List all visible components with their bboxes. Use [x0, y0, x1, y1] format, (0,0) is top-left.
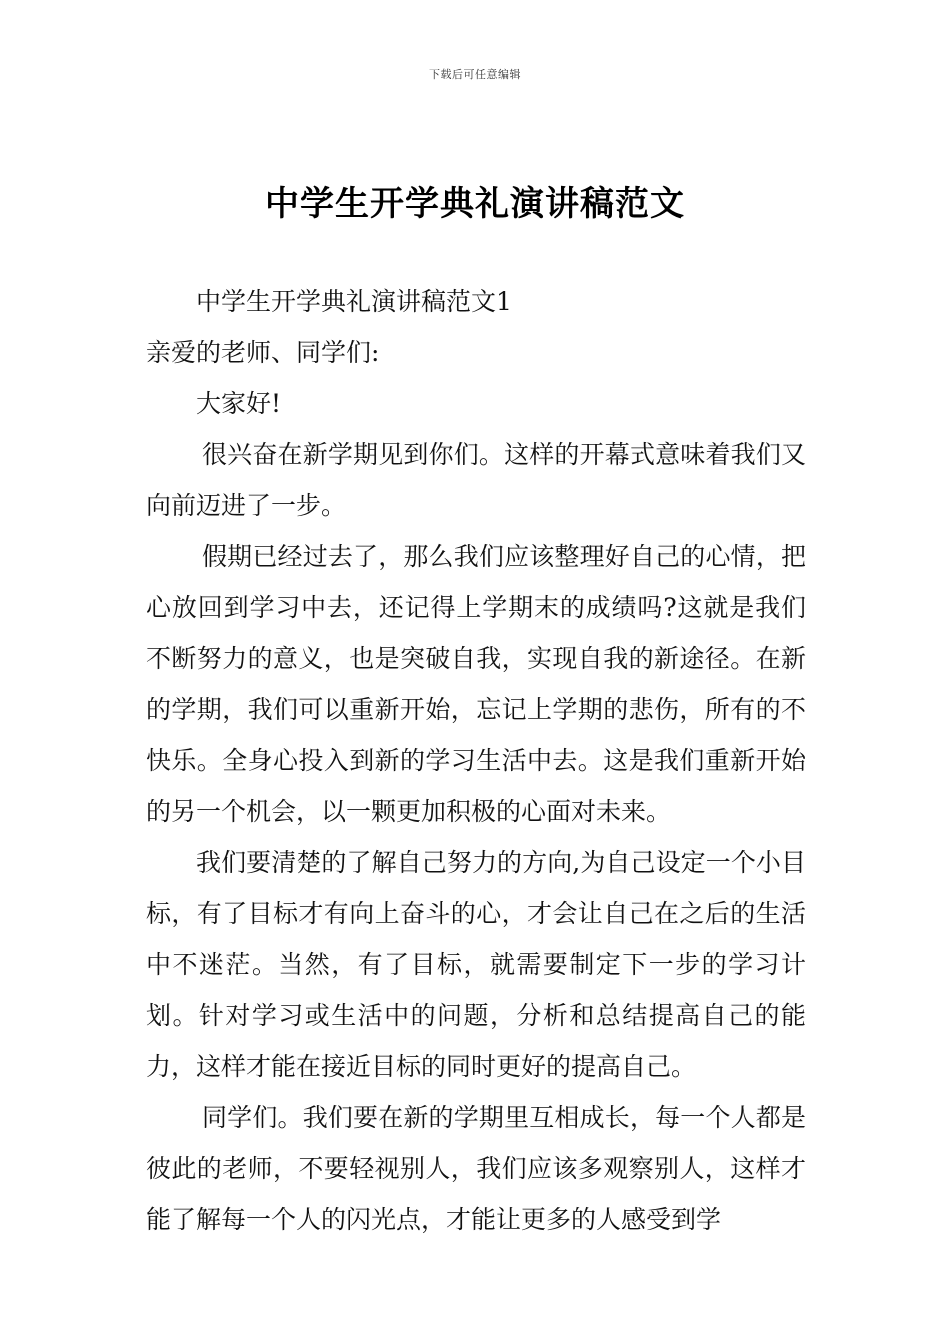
header-note: 下载后可任意编辑 [429, 68, 521, 81]
section-heading: 中学生开学典礼演讲稿范文1 [196, 287, 512, 316]
paragraph: 同学们。我们要在新的学期里互相成长，每一个人都是彼此的老师，不要轻视别人，我们应该多观察别人，这样才能了解每一个人的闪光点，才能让更多的人感受到学 [146, 1103, 806, 1234]
paragraph: 假期已经过去了，那么我们应该整理好自己的心情，把心放回到学习中去，还记得上学期末的成绩吗?这就是我们不断努力的意义，也是突破自我，实现自我的新途径。在新的学期，我们可以重新开始，忘记上学期的悲伤，所有的不快乐。全身心投入到新的学习生活中去。这是我们重新开始的另一个机会，以一颗更加积极的心面对未来。 [146, 542, 806, 826]
paragraph: 很兴奋在新学期见到你们。这样的开幕式意味着我们又向前迈进了一步。 [146, 440, 806, 520]
document-body [146, 276, 806, 1245]
paragraph: 我们要清楚的了解自己努力的方向,为自己设定一个小目标，有了目标才有向上奋斗的心，才会让自己在之后的生活中不迷茫。当然，有了目标，就需要制定下一步的学习计划。针对学习或生活中的问题，分析和总结提高自己的能力，这样才能在接近目标的同时更好的提高自己。 [146, 848, 806, 1081]
greeting: 大家好! [196, 389, 282, 418]
document-title: 中学生开学典礼演讲稿范文 [265, 184, 685, 224]
salutation: 亲爱的老师、同学们: [146, 338, 380, 367]
